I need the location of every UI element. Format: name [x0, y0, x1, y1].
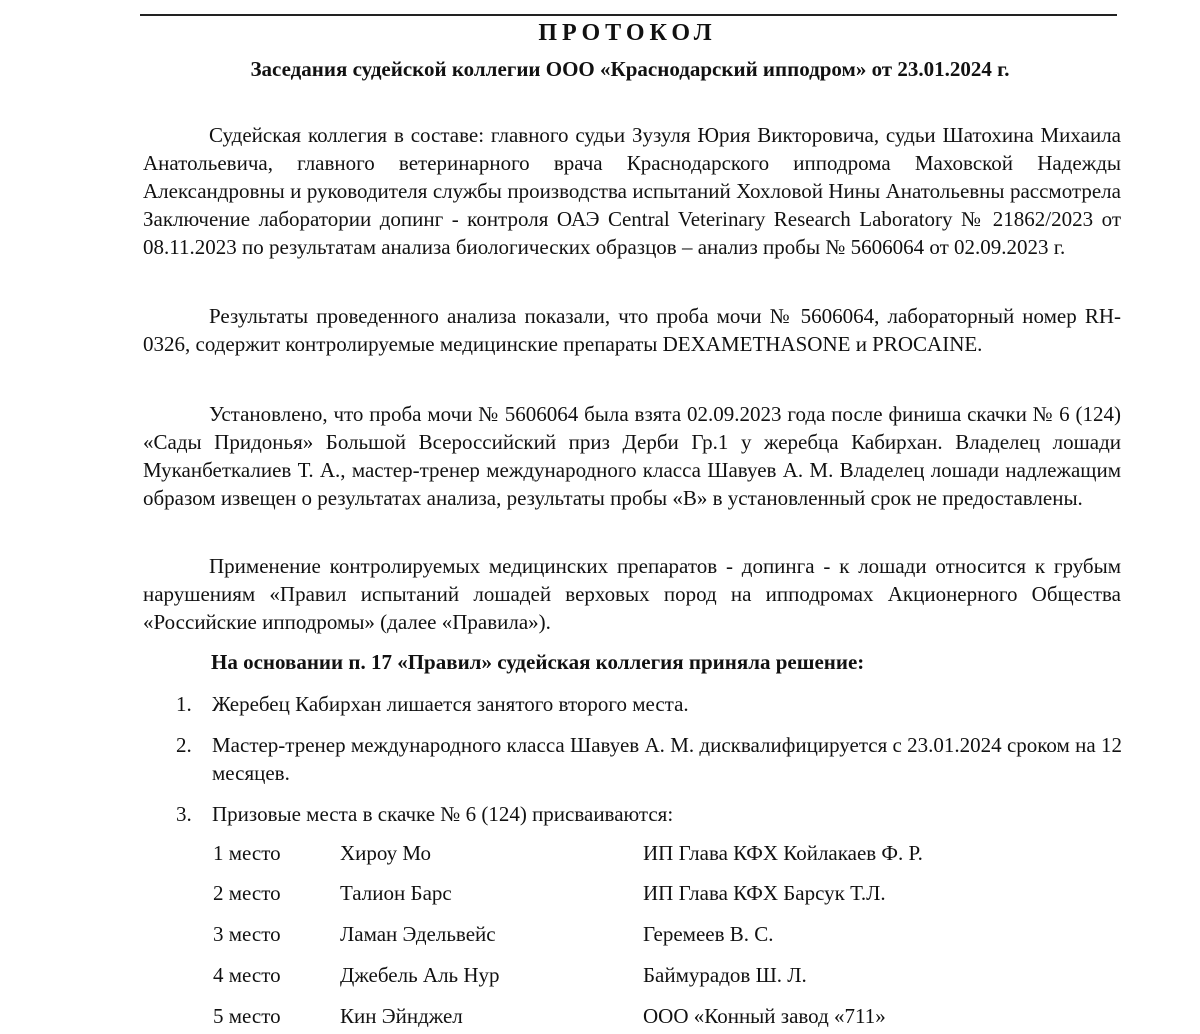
- paragraph-violation: Применение контролируемых медицинских препаратов - допинга - к лошади относится к грубым нарушениям «Правил испытаний лошадей верховых пород на ипподромах Акционерного Общества «Российские ипподромы» (далее «Правила»).: [143, 554, 1121, 634]
- horse-name: Кин Эйнджел: [340, 1004, 463, 1028]
- placement-row: [0, 1004, 1200, 1034]
- paragraph-established-facts: Установлено, что проба мочи № 5606064 была взята 02.09.2023 года после финиша скачки № 6 (124) «Сады Придонья» Большой Всероссийский приз Дерби Гр.1 у жеребца Кабирхан. Владелец лошади Муканбеткалиев Т. А., мастер-тренер международного класса Шавуев А. М. Владелец лошади надлежащим образом извещен о результатах анализа, результаты пробы «В» в установленный срок не предоставлены.: [143, 402, 1121, 510]
- owner-name: Баймурадов Ш. Л.: [643, 963, 807, 987]
- horse-name: Джебель Аль Нур: [340, 963, 500, 987]
- paragraph-commission: Судейская коллегия в составе: главного судьи Зузуля Юрия Викторовича, судьи Шатохина Михаила Анатольевича, главного ветеринарного врача Краснодарского ипподрома Маховской Надежды Александровны и руководителя службы производства испытаний Хохловой Нины Анатольевны рассмотрела Заключение лаборатории допинг - контроля ОАЭ Central Veterinary Research Laboratory № 21862/2023 от 08.11.2023 по результатам анализа биологических образцов – анализ пробы № 5606064 от 02.09.2023 г.: [143, 123, 1121, 259]
- decision-item: [176, 690, 1122, 718]
- owner-name: ИП Глава КФХ Койлакаев Ф. Р.: [643, 841, 923, 865]
- decision-heading: На основании п. 17 «Правил» судейская коллегия приняла решение:: [211, 650, 865, 674]
- placement-row: [0, 963, 1200, 993]
- decision-item: [176, 800, 1122, 828]
- decision-item: [176, 731, 1122, 787]
- paragraph-analysis-results: Результаты проведенного анализа показали, что проба мочи № 5606064, лабораторный номер RH-0326, содержит контролируемые медицинские препараты DEXAMETHASONE и PROCAINE.: [143, 304, 1121, 356]
- decision-text: Призовые места в скачке № 6 (124) присваиваются:: [212, 802, 674, 826]
- placement-row: [0, 922, 1200, 952]
- place-label: 1 место: [213, 841, 281, 865]
- place-label: 3 место: [213, 922, 281, 946]
- owner-name: Геремеев В. С.: [643, 922, 774, 946]
- top-divider: [140, 14, 1117, 16]
- horse-name: Талион Барс: [340, 881, 452, 905]
- horse-name: Ламан Эдельвейс: [340, 922, 496, 946]
- decision-number: 2.: [176, 733, 192, 757]
- decision-number: 3.: [176, 802, 192, 826]
- decision-text: Мастер-тренер международного класса Шавуев А. М. дисквалифицируется с 23.01.2024 сроком на 12 месяцев.: [212, 733, 1122, 785]
- decision-number: 1.: [176, 692, 192, 716]
- placement-row: [0, 881, 1200, 911]
- place-label: 4 место: [213, 963, 281, 987]
- owner-name: ООО «Конный завод «711»: [643, 1004, 886, 1028]
- horse-name: Хироу Мо: [340, 841, 432, 865]
- document-subtitle: Заседания судейской коллегии ООО «Краснодарский ипподром» от 23.01.2024 г.: [250, 57, 1010, 81]
- place-label: 5 место: [213, 1004, 281, 1028]
- placement-row: [0, 841, 1200, 871]
- place-label: 2 место: [213, 881, 281, 905]
- owner-name: ИП Глава КФХ Барсук Т.Л.: [643, 881, 886, 905]
- document-title: ПРОТОКОЛ: [538, 20, 717, 46]
- decision-text: Жеребец Кабирхан лишается занятого второго места.: [212, 692, 689, 716]
